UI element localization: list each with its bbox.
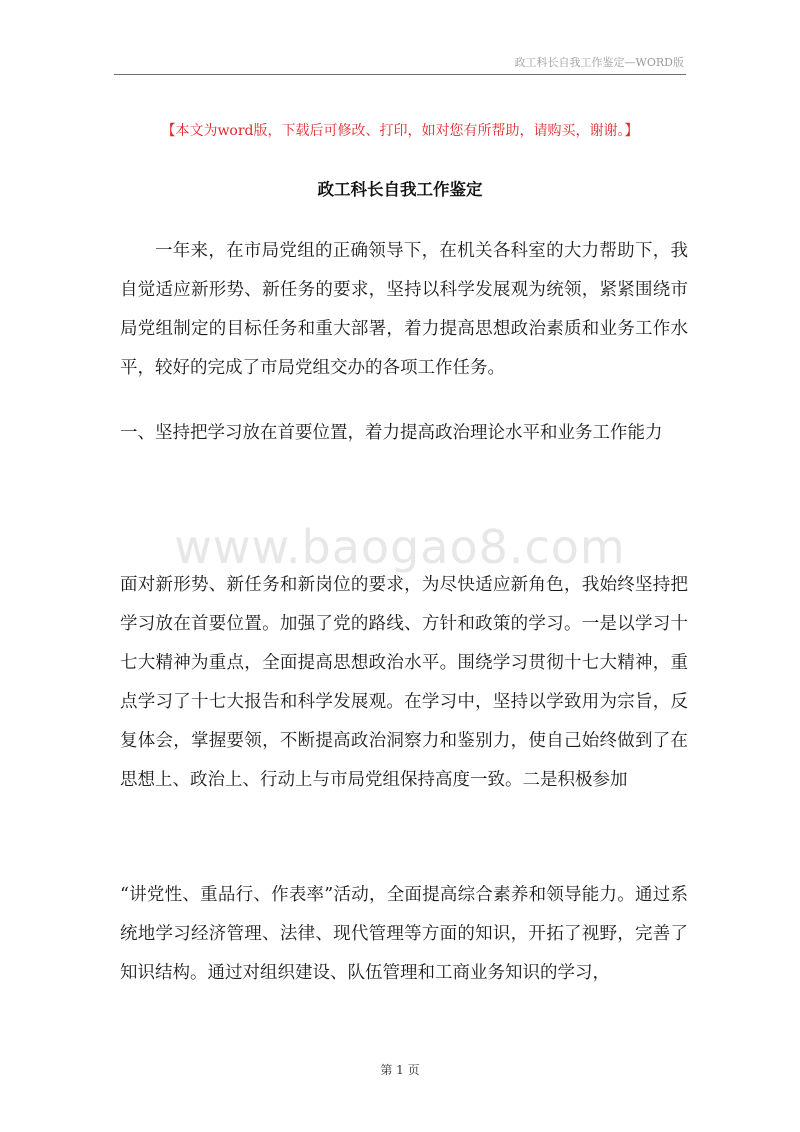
intro-paragraph: 一年来，在市局党组的正确领导下，在机关各科室的大力帮助下，我自觉适应新形势、新任务的要求，坚持以科学发展观为统领，紧紧围绕市局党组制定的目标任务和重大部署，着力提高思想政治素质和业务工作水平，较好的完成了市局党组交办的各项工作任务。 (120, 241, 688, 378)
site-watermark: www.baogao8.com (174, 520, 626, 574)
page-number: 第 1 页 (380, 1063, 420, 1077)
header-divider (114, 74, 686, 75)
body-paragraph-continued: “讲党性、重品行、作表率”活动，全面提高综合素养和领导能力。通过系统地学习经济管理、法律、现代管理等方面的知识，开拓了视野，完善了知识结构。通过对组织建设、队伍管理和工商业务知识的学习， (120, 885, 688, 983)
document-title: 政工科长自我工作鉴定 (317, 180, 483, 199)
section-heading: 一、坚持把学习放在首要位置，着力提高政治理论水平和业务工作能力 (120, 423, 663, 443)
running-header: 政工科长自我工作鉴定—WORD版 (514, 56, 684, 69)
body-paragraph: 面对新形势、新任务和新岗位的要求，为尽快适应新角色，我始终坚持把学习放在首要位置。加强了党的路线、方针和政策的学习。一是以学习十七大精神为重点，全面提高思想政治水平。围绕学习贯彻十七大精神，重点学习了十七大报告和科学发展观。在学习中，坚持以学致用为宗旨，反复体会，掌握要领，不断提高政治洞察力和鉴别力，使自己始终做到了在思想上、政治上、行动上与市局党组保持高度一致。二是积极参加 (120, 575, 688, 790)
purchase-notice: 【本文为word版，下载后可修改、打印，如对您有所帮助，请购买，谢谢。】 (161, 123, 639, 139)
